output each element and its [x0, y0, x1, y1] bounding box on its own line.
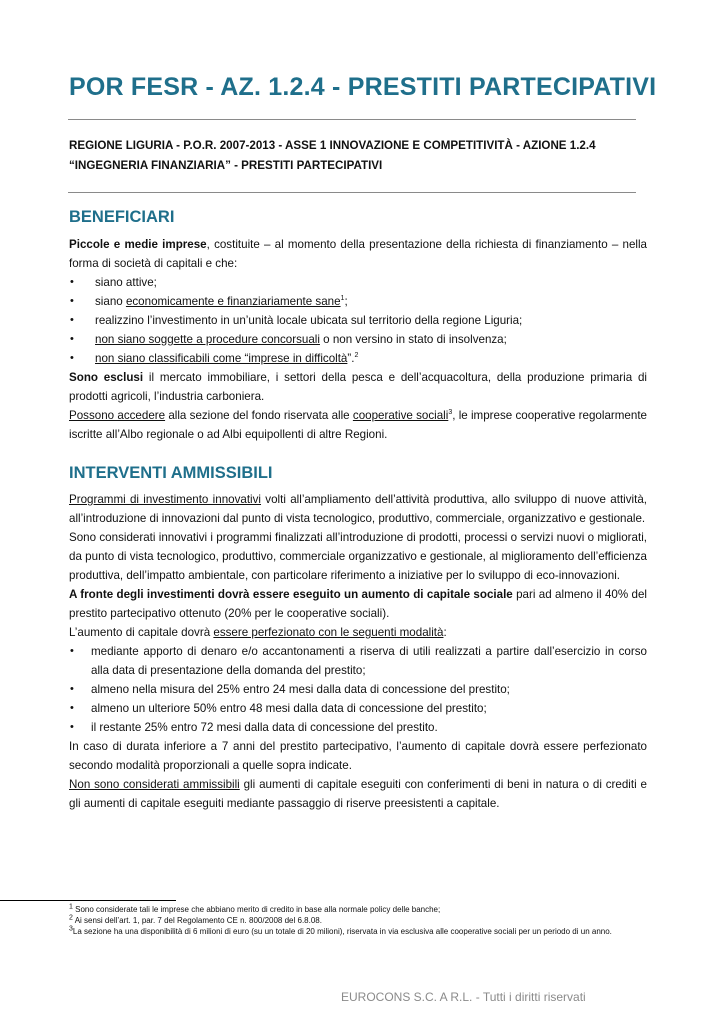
esclusi-text: il mercato immobiliare, i settori della pesca e dell’acquacoltura, della produzione primaria di prodotti agricoli, l’industria carboniera.	[69, 371, 647, 403]
footnote-ref: 2	[354, 352, 359, 360]
bullet-icon: •	[70, 721, 74, 733]
interventi-paragraph-5: In caso di durata inferiore a 7 anni del prestito partecipativo, l’aumento di capitale dovrà essere perfezionato secondo modalità proporzionali a quelle sopra indicate.	[69, 740, 647, 772]
paragraph-text: gli aumenti di capitale eseguiti con conferimenti di beni in natura o di crediti e gli aumenti di capitale eseguiti mediante passaggio di riserve preesistenti a capitale.	[69, 778, 647, 810]
programmi-underlined: Programmi di investimento innovativi	[69, 493, 262, 506]
bullet-text: ;	[344, 295, 348, 308]
bullet-underlined-text: economicamente e finanziariamente sane	[125, 295, 341, 308]
cooperative-sociali-underlined: cooperative sociali	[352, 409, 449, 422]
bullet-text: almeno un ulteriore 50% entro 48 mesi dalla data di concessione del prestito;	[91, 702, 487, 715]
bullet-text: mediante apporto di denaro e/o accantonamenti a riserva di utili realizzati a partire dall’esercizio in corso alla data di presentazione della domanda del prestito;	[91, 645, 647, 677]
list-item	[69, 273, 647, 292]
list-item	[69, 330, 647, 349]
intro-text: , costituite – al momento della presentazione della richiesta di finanziamento – nella forma di società di capitali e che:	[69, 238, 648, 270]
interventi-paragraph-4	[69, 623, 647, 642]
list-item	[69, 642, 647, 680]
bullet-icon: •	[70, 352, 74, 364]
footnote-1	[69, 904, 647, 915]
interventi-paragraph-2: Sono considerati innovativi i programmi finalizzati all’introduzione di prodotti, processi o servizi nuovi o migliorati, da punto di vista tecnologico, produttivo, commerciale organizzativo e gestionale, al miglioramento dell’efficienza produttiva, dell’impatto ambientale, con particolare riferimento a iniziative per lo sviluppo di eco-innovazioni.	[69, 531, 647, 582]
interventi-section	[69, 490, 647, 813]
document-subtitle	[69, 136, 649, 175]
list-item	[69, 699, 647, 718]
bullet-text: siano attive;	[95, 276, 157, 289]
non-ammissibili-underlined: Non sono considerati ammissibili	[69, 778, 240, 791]
bullet-icon: •	[70, 314, 74, 326]
subtitle-line-2: “INGEGNERIA FINANZIARIA” - PRESTITI PARTECIPATIVI	[69, 158, 383, 172]
bullet-text: siano	[95, 295, 126, 308]
paragraph-text: :	[443, 626, 447, 639]
bullet-text: il restante 25% entro 72 mesi dalla data di concessione del prestito.	[91, 721, 438, 734]
list-item	[69, 349, 647, 368]
modalita-bullet-list	[69, 642, 647, 737]
footnote-divider	[0, 900, 176, 901]
interventi-paragraph-6	[69, 775, 647, 813]
title-divider	[68, 119, 636, 120]
footnote-2	[69, 915, 647, 926]
bullet-icon: •	[70, 295, 74, 307]
footnote-text: Sono considerate tali le imprese che abbiano merito di credito in base alla normale policy delle banche;	[72, 905, 441, 914]
bullet-text: o non versino in stato di insolvenza;	[319, 333, 507, 346]
interventi-paragraph-1	[69, 490, 647, 528]
bullet-underlined-text: non siano soggette a procedure concorsuali	[95, 333, 320, 346]
section-heading-interventi: INTERVENTI AMMISSIBILI	[69, 464, 273, 482]
footnote-3	[69, 926, 647, 937]
intro-bold: Piccole e medie imprese	[69, 238, 207, 251]
bullet-icon: •	[70, 276, 74, 288]
bullet-icon: •	[70, 683, 74, 695]
accedere-text: alla sezione del fondo riservata alle	[165, 409, 353, 422]
footnote-text: La sezione ha una disponibilità di 6 milioni di euro (su un totale di 20 milioni), riservata in via esclusiva alle cooperative sociali per un periodo di un anno.	[72, 927, 612, 936]
bullet-icon: •	[70, 702, 74, 714]
accedere-rest: , le imprese cooperative regolarmente iscritte all’Albo regionale o ad Albi equipollenti di altre Regioni.	[69, 409, 647, 441]
esclusi-bold: Sono esclusi	[69, 371, 144, 384]
modalita-underlined: essere perfezionato con le seguenti modalità	[213, 626, 444, 639]
subtitle-line-1: REGIONE LIGURIA - P.O.R. 2007-2013 - ASSE 1 INNOVAZIONE E COMPETITIVITÀ - AZIONE 1.2.4	[69, 139, 596, 152]
paragraph-text: pari ad almeno il 40% del prestito partecipativo ottenuto (20% per le cooperative sociali).	[69, 588, 647, 620]
beneficiari-intro	[69, 235, 647, 273]
footnote-ref: 1	[340, 295, 345, 303]
beneficiari-bullet-list	[69, 273, 647, 368]
accedere-paragraph	[69, 406, 647, 444]
bullet-icon: •	[70, 645, 74, 657]
list-item	[69, 680, 647, 699]
beneficiari-section	[69, 235, 647, 444]
capitale-bold: A fronte degli investimenti dovrà essere eseguito un aumento di capitale sociale	[69, 588, 513, 601]
page-title: POR FESR - AZ. 1.2.4 - PRESTITI PARTECIPATIVI	[69, 73, 657, 101]
page-footer: EUROCONS S.C. A R.L. - Tutti i diritti riservati	[341, 990, 586, 1004]
footnote-number: 3	[69, 925, 73, 933]
paragraph-text: L’aumento di capitale dovrà	[69, 626, 214, 639]
bullet-icon: •	[70, 333, 74, 345]
list-item	[69, 311, 647, 330]
footnote-number: 2	[69, 914, 73, 922]
footnote-text: Ai sensi dell’art. 1, par. 7 del Regolamento CE n. 800/2008 del 6.8.08.	[72, 916, 322, 925]
esclusi-paragraph	[69, 368, 647, 406]
footnote-number: 1	[69, 903, 73, 911]
bullet-underlined-text: non siano classificabili come “imprese in difficoltà	[95, 352, 348, 365]
subtitle-divider	[68, 192, 636, 193]
bullet-text: ”.	[347, 352, 355, 365]
paragraph-text: volti all’ampliamento dell’attività produttiva, allo sviluppo di nuove attività, all’introduzione di innovazioni dal punto di vista tecnologico, produttivo, commerciale, organizzativo e gestionale.	[69, 493, 647, 525]
list-item	[69, 292, 647, 311]
bullet-text: realizzino l’investimento in un’unità locale ubicata sul territorio della regione Liguria;	[95, 314, 523, 327]
section-heading-beneficiari: BENEFICIARI	[69, 208, 175, 226]
list-item	[69, 718, 647, 737]
interventi-paragraph-3	[69, 585, 647, 623]
footnotes	[69, 904, 647, 937]
accedere-underlined: Possono accedere	[69, 409, 166, 422]
bullet-text: almeno nella misura del 25% entro 24 mesi dalla data di concessione del prestito;	[91, 683, 510, 696]
footnote-ref: 3	[448, 409, 453, 417]
